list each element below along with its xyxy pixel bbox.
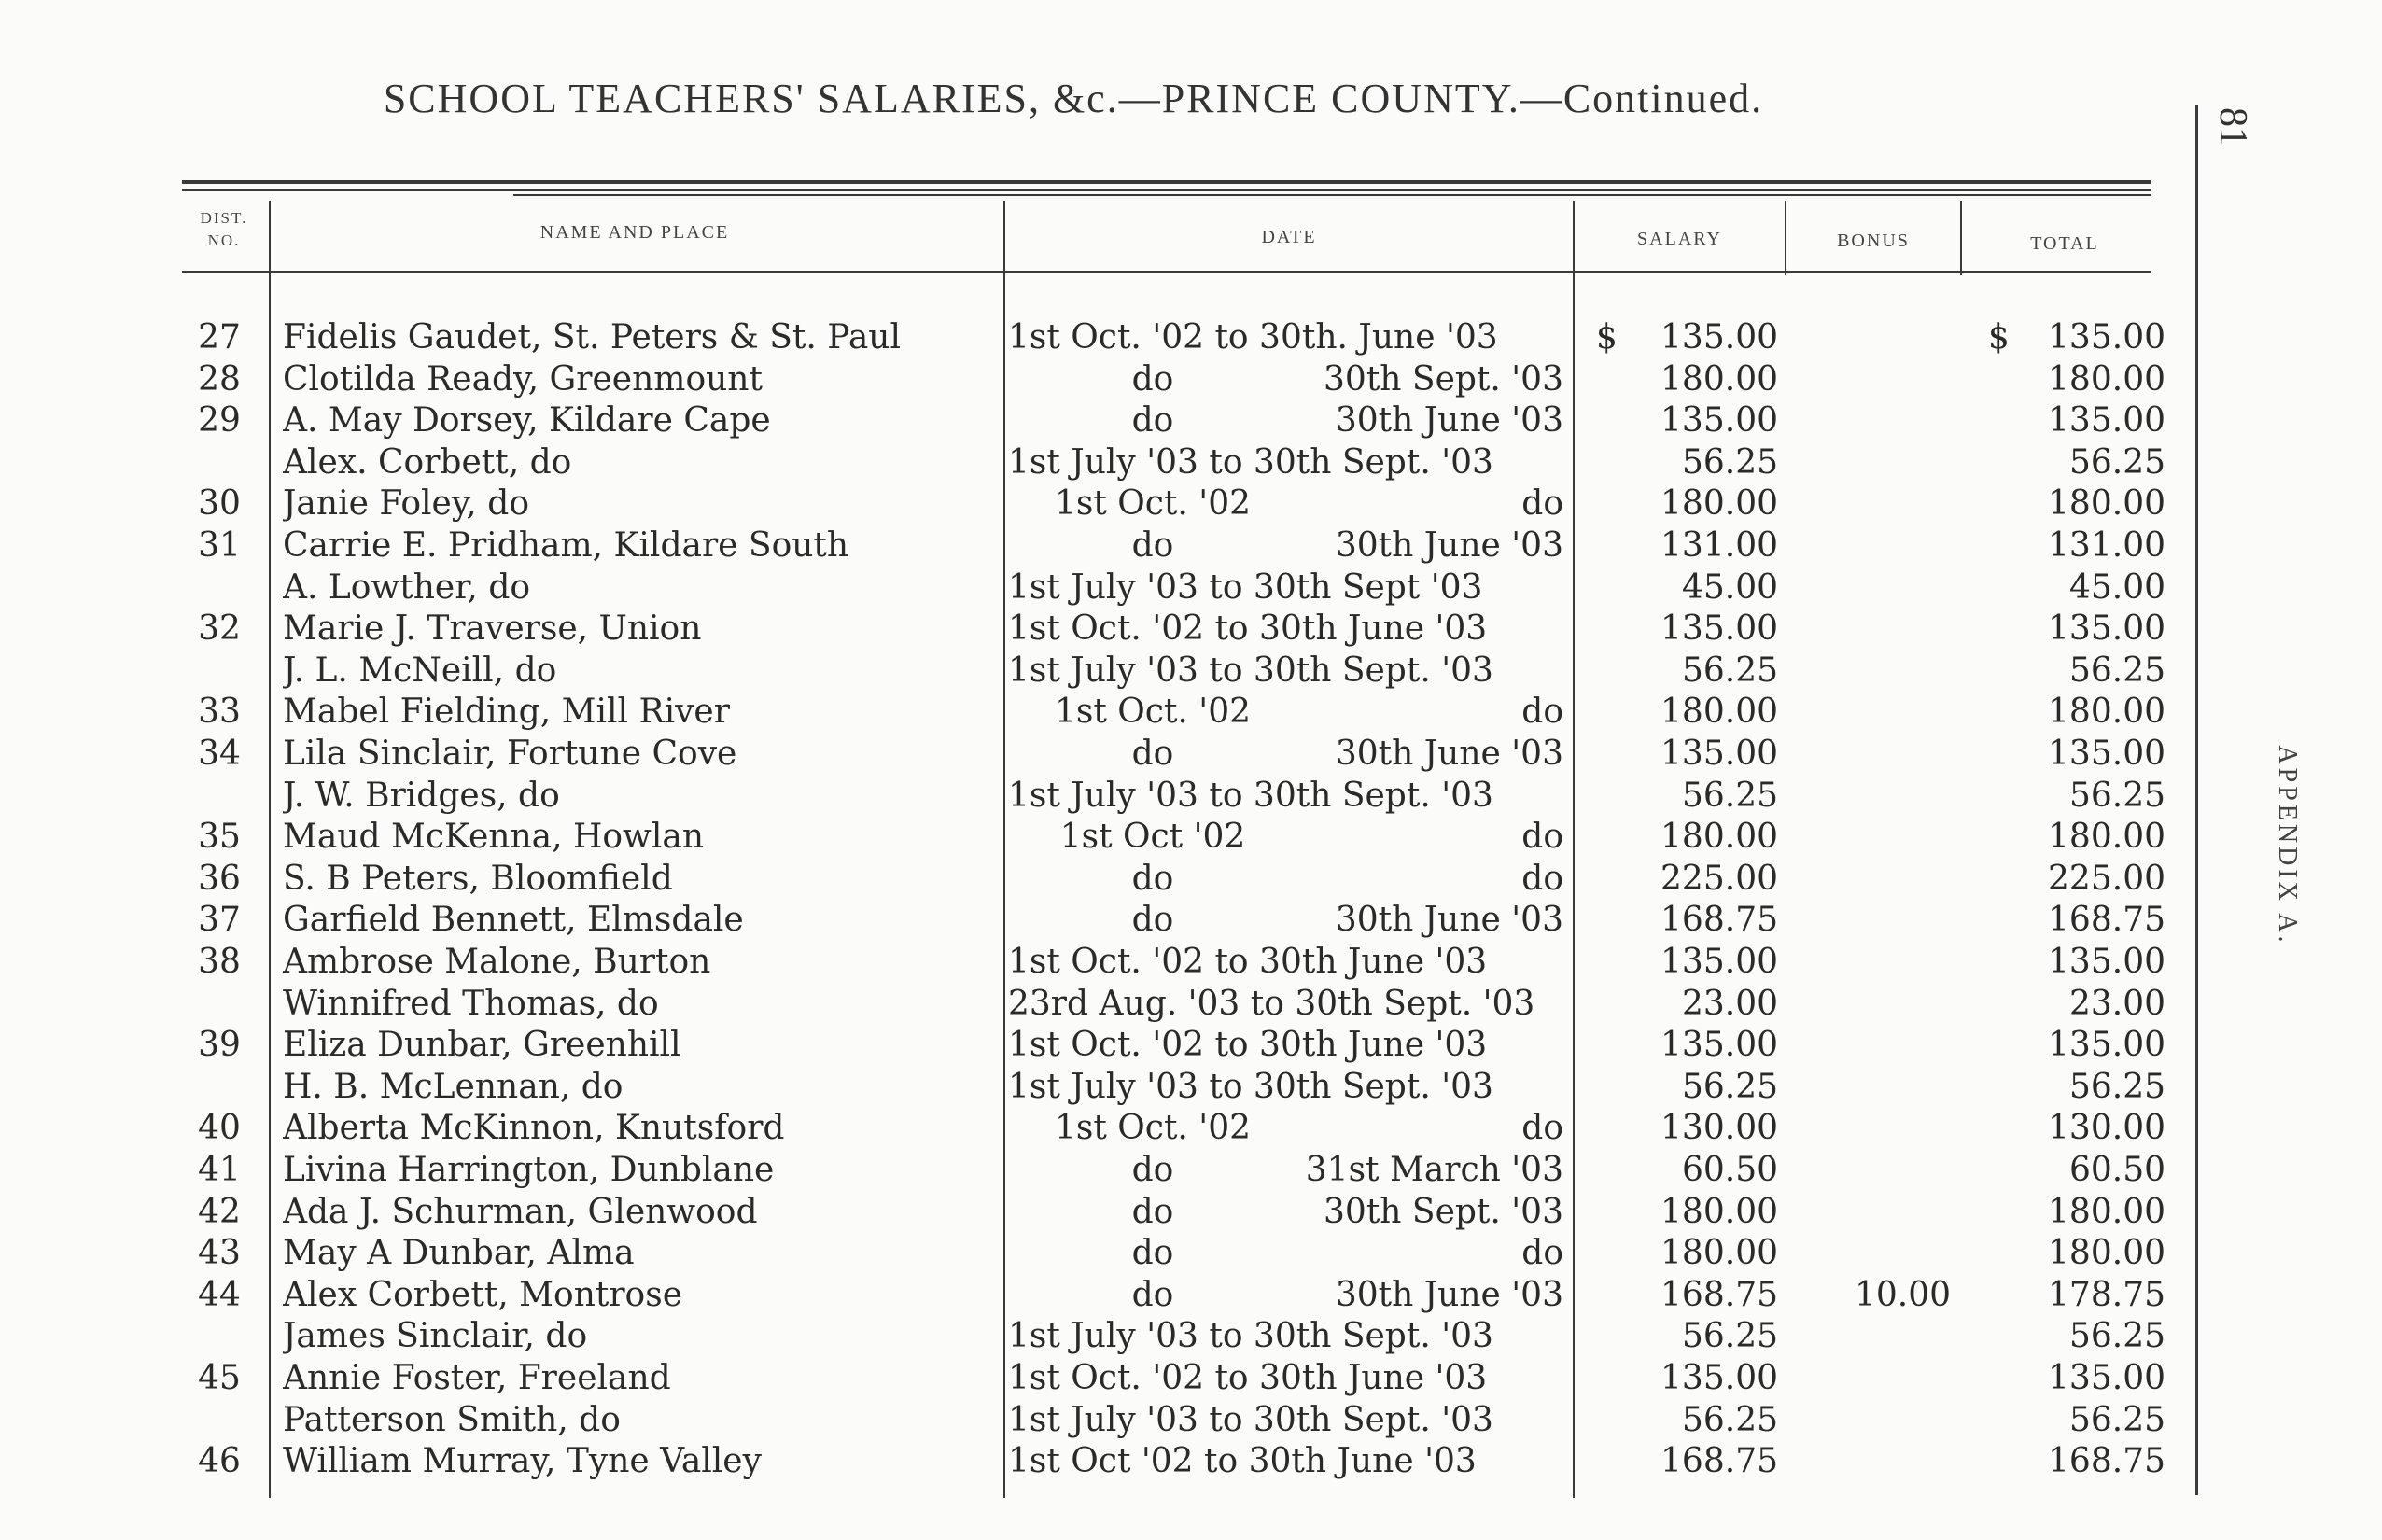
total-value: 225.00 [2048, 859, 2165, 898]
date-end: 30th Sept. '03 [1324, 359, 1563, 399]
dist-number: 39 [198, 1026, 241, 1065]
table-row [0, 692, 2382, 733]
table-row [0, 359, 2382, 400]
date-range: 1st Oct. '02 to 30th June '03 [1008, 609, 1488, 649]
bonus-value: 10.00 [1854, 1275, 1951, 1314]
table-row [0, 1316, 2382, 1357]
total-value: 56.25 [2068, 651, 2165, 690]
dist-number: 41 [198, 1151, 241, 1189]
date-start: 1st Oct. '02 [1054, 1109, 1252, 1148]
dist-number: 44 [198, 1275, 241, 1314]
total-value: 23.00 [2068, 984, 2165, 1023]
name-and-place: Alex. Corbett, do [283, 442, 572, 482]
top-rule-thick [182, 180, 2151, 184]
salary-value: 135.00 [1660, 401, 1778, 441]
salary-value: 180.00 [1660, 1192, 1778, 1231]
date-start: do [1131, 1234, 1174, 1273]
total-value: 131.00 [2048, 526, 2165, 565]
date-range: 1st July '03 to 30th Sept. '03 [1008, 1400, 1493, 1439]
total-value: 135.00 [2048, 943, 2165, 981]
salary-value: 23.00 [1681, 984, 1778, 1023]
table-row [0, 609, 2382, 650]
table-row [0, 1441, 2382, 1482]
dist-number: 34 [198, 735, 241, 773]
dist-number: 27 [198, 318, 241, 357]
salary-value: 56.25 [1681, 1317, 1778, 1356]
total-value: 180.00 [2048, 1192, 2165, 1231]
name-and-place: James Sinclair, do [283, 1317, 588, 1356]
name-and-place: Carrie E. Pridham, Kildare South [283, 526, 849, 565]
total-value: 135.00 [2048, 735, 2165, 773]
name-and-place: J. W. Bridges, do [283, 776, 560, 815]
dist-number: 46 [198, 1442, 241, 1481]
date-start: 1st Oct. '02 [1054, 484, 1252, 524]
table-row [0, 1233, 2382, 1274]
salary-value: 180.00 [1660, 484, 1778, 524]
date-range: 1st July '03 to 30th Sept '03 [1008, 567, 1483, 607]
salary-value: 56.25 [1681, 776, 1778, 815]
total-value: 180.00 [2048, 818, 2165, 857]
dist-number: 42 [198, 1192, 241, 1231]
salary-value: 56.25 [1681, 442, 1778, 482]
salary-value: 45.00 [1681, 567, 1778, 607]
table-row [0, 1108, 2382, 1149]
name-and-place: A. May Dorsey, Kildare Cape [283, 401, 771, 441]
total-value: 180.00 [2048, 359, 2165, 399]
total-value: 56.25 [2068, 442, 2165, 482]
date-end: do [1521, 484, 1563, 524]
name-and-place: H. B. McLennan, do [283, 1067, 624, 1106]
name-and-place: Marie J. Traverse, Union [283, 609, 702, 649]
total-dollar-sign: $ [1988, 318, 2010, 357]
dist-number: 28 [198, 359, 241, 399]
date-start: do [1131, 401, 1174, 441]
date-range: 1st July '03 to 30th Sept. '03 [1008, 1067, 1493, 1106]
date-range: 1st July '03 to 30th Sept. '03 [1008, 442, 1493, 482]
table-row [0, 942, 2382, 983]
salary-value: 135.00 [1660, 943, 1778, 981]
salary-value: 168.75 [1660, 901, 1778, 940]
date-end: 30th June '03 [1335, 1275, 1563, 1314]
date-end: do [1521, 859, 1563, 898]
header-date: DATE [1261, 227, 1317, 247]
date-range: 1st July '03 to 30th Sept. '03 [1008, 1317, 1493, 1356]
date-end: do [1521, 818, 1563, 857]
date-end: do [1521, 1109, 1563, 1148]
table-row [0, 859, 2382, 900]
dist-number: 36 [198, 859, 241, 898]
total-value: 180.00 [2048, 1234, 2165, 1273]
table-row [0, 734, 2382, 775]
salary-value: 225.00 [1660, 859, 1778, 898]
dist-number: 33 [198, 693, 241, 732]
name-and-place: Ambrose Malone, Burton [283, 943, 711, 981]
total-value: 135.00 [2048, 401, 2165, 441]
table-row [0, 817, 2382, 858]
table-row [0, 1400, 2382, 1441]
total-value: 135.00 [2048, 318, 2165, 357]
date-start: do [1131, 1151, 1174, 1189]
name-and-place: May A Dunbar, Alma [283, 1234, 635, 1273]
date-end: 30th June '03 [1335, 526, 1563, 565]
dist-number: 30 [198, 484, 241, 524]
salary-value: 180.00 [1660, 1234, 1778, 1273]
salary-value: 135.00 [1660, 318, 1778, 357]
salary-value: 135.00 [1660, 609, 1778, 649]
top-rule-second [513, 194, 2151, 196]
table-row [0, 1025, 2382, 1066]
name-and-place: Livina Harrington, Dunblane [283, 1151, 775, 1189]
date-end: 30th Sept. '03 [1324, 1192, 1563, 1231]
header-salary: SALARY [1637, 229, 1722, 249]
name-and-place: Garfield Bennett, Elmsdale [283, 901, 744, 940]
total-value: 135.00 [2048, 1026, 2165, 1065]
dist-number: 31 [198, 526, 241, 565]
name-and-place: Patterson Smith, do [283, 1400, 621, 1439]
date-range: 1st Oct. '02 to 30th June '03 [1008, 1026, 1488, 1065]
salary-value: 180.00 [1660, 359, 1778, 399]
date-start: do [1131, 359, 1174, 399]
name-and-place: Fidelis Gaudet, St. Peters & St. Paul [283, 318, 901, 357]
salary-value: 180.00 [1660, 818, 1778, 857]
table-row [0, 567, 2382, 609]
table-row [0, 1358, 2382, 1399]
date-start: do [1131, 1275, 1174, 1314]
total-value: 56.25 [2068, 1067, 2165, 1106]
dist-number: 40 [198, 1109, 241, 1148]
date-end: 31st March '03 [1305, 1151, 1563, 1189]
name-and-place: Alex Corbett, Montrose [283, 1275, 683, 1314]
salary-value: 130.00 [1660, 1109, 1778, 1148]
date-start: 1st Oct. '02 [1054, 693, 1252, 732]
total-value: 56.25 [2068, 1317, 2165, 1356]
header-bottom-rule [182, 271, 2151, 273]
dist-number: 35 [198, 818, 241, 857]
name-and-place: Maud McKenna, Howlan [283, 818, 705, 857]
dist-number: 29 [198, 401, 241, 441]
date-start: do [1131, 735, 1174, 773]
table-row [0, 1275, 2382, 1316]
name-and-place: Janie Foley, do [283, 484, 530, 524]
name-and-place: Alberta McKinnon, Knutsford [283, 1109, 785, 1148]
page-number: 81 [2211, 107, 2254, 147]
table-row [0, 1192, 2382, 1233]
dist-number: 43 [198, 1234, 241, 1273]
salary-value: 135.00 [1660, 1359, 1778, 1397]
dist-number: 37 [198, 901, 241, 940]
total-value: 130.00 [2048, 1109, 2165, 1148]
appendix-label: APPENDIX A. [2273, 745, 2302, 946]
table-row [0, 525, 2382, 567]
top-rule-thin [182, 189, 2151, 191]
name-and-place: J. L. McNeill, do [283, 651, 557, 690]
name-and-place: Lila Sinclair, Fortune Cove [283, 735, 737, 773]
total-value: 60.50 [2068, 1151, 2165, 1189]
name-and-place: S. B Peters, Bloomfield [283, 859, 673, 898]
total-value: 135.00 [2048, 1359, 2165, 1397]
header-total: TOTAL [2030, 233, 2099, 254]
salary-value: 56.25 [1681, 651, 1778, 690]
salary-value: 131.00 [1660, 526, 1778, 565]
salary-value: 135.00 [1660, 735, 1778, 773]
date-start: do [1131, 901, 1174, 940]
name-and-place: Annie Foster, Freeland [283, 1359, 671, 1397]
page-title: SCHOOL TEACHERS' SALARIES, &c.—PRINCE COUNTY.—Continued. [383, 76, 1764, 121]
date-range: 1st Oct. '02 to 30th. June '03 [1008, 318, 1498, 357]
name-and-place: Eliza Dunbar, Greenhill [283, 1026, 681, 1065]
total-value: 45.00 [2068, 567, 2165, 607]
date-start: 1st Oct '02 [1059, 818, 1246, 857]
total-value: 168.75 [2048, 901, 2165, 940]
table-row [0, 1150, 2382, 1191]
name-and-place: Winnifred Thomas, do [283, 984, 659, 1023]
salary-dollar-sign: $ [1596, 318, 1618, 357]
salary-value: 168.75 [1660, 1275, 1778, 1314]
table-row [0, 442, 2382, 483]
table-row [0, 483, 2382, 525]
header-dist-line2: NO. [207, 231, 241, 249]
date-start: do [1131, 1192, 1174, 1231]
name-and-place: Clotilda Ready, Greenmount [283, 359, 763, 399]
header-dist [182, 207, 266, 252]
total-value: 180.00 [2048, 484, 2165, 524]
dist-number: 45 [198, 1359, 241, 1397]
dist-number: 38 [198, 943, 241, 981]
date-start: do [1131, 859, 1174, 898]
date-end: 30th June '03 [1335, 735, 1563, 773]
date-range: 1st July '03 to 30th Sept. '03 [1008, 651, 1493, 690]
header-name: NAME AND PLACE [539, 222, 730, 243]
header-bonus: BONUS [1837, 231, 1910, 251]
salary-value: 60.50 [1681, 1151, 1778, 1189]
date-start: do [1131, 526, 1174, 565]
date-range: 23rd Aug. '03 to 30th Sept. '03 [1008, 984, 1535, 1023]
total-value: 56.25 [2068, 1400, 2165, 1439]
date-end: 30th June '03 [1335, 901, 1563, 940]
date-range: 1st Oct. '02 to 30th June '03 [1008, 943, 1488, 981]
date-end: 30th June '03 [1335, 401, 1563, 441]
table-row [0, 984, 2382, 1025]
date-range: 1st Oct '02 to 30th June '03 [1008, 1442, 1477, 1481]
date-range: 1st July '03 to 30th Sept. '03 [1008, 776, 1493, 815]
table-row [0, 651, 2382, 692]
name-and-place: William Murray, Tyne Valley [283, 1442, 762, 1481]
date-end: do [1521, 1234, 1563, 1273]
name-and-place: Mabel Fielding, Mill River [283, 693, 730, 732]
table-row [0, 1067, 2382, 1108]
table-row [0, 317, 2382, 358]
name-and-place: Ada J. Schurman, Glenwood [283, 1192, 758, 1231]
salary-value: 168.75 [1660, 1442, 1778, 1481]
header-dist-line1: DIST. [200, 209, 248, 227]
date-end: do [1521, 693, 1563, 732]
total-value: 178.75 [2048, 1275, 2165, 1314]
total-value: 56.25 [2068, 776, 2165, 815]
salary-value: 56.25 [1681, 1400, 1778, 1439]
salary-value: 180.00 [1660, 693, 1778, 732]
table-row [0, 400, 2382, 441]
total-value: 168.75 [2048, 1442, 2165, 1481]
table-row [0, 776, 2382, 817]
date-range: 1st Oct. '02 to 30th June '03 [1008, 1359, 1488, 1397]
salary-value: 56.25 [1681, 1067, 1778, 1106]
table-row [0, 900, 2382, 941]
name-and-place: A. Lowther, do [283, 567, 531, 607]
dist-number: 32 [198, 609, 241, 649]
salary-value: 135.00 [1660, 1026, 1778, 1065]
total-value: 135.00 [2048, 609, 2165, 649]
total-value: 180.00 [2048, 693, 2165, 732]
